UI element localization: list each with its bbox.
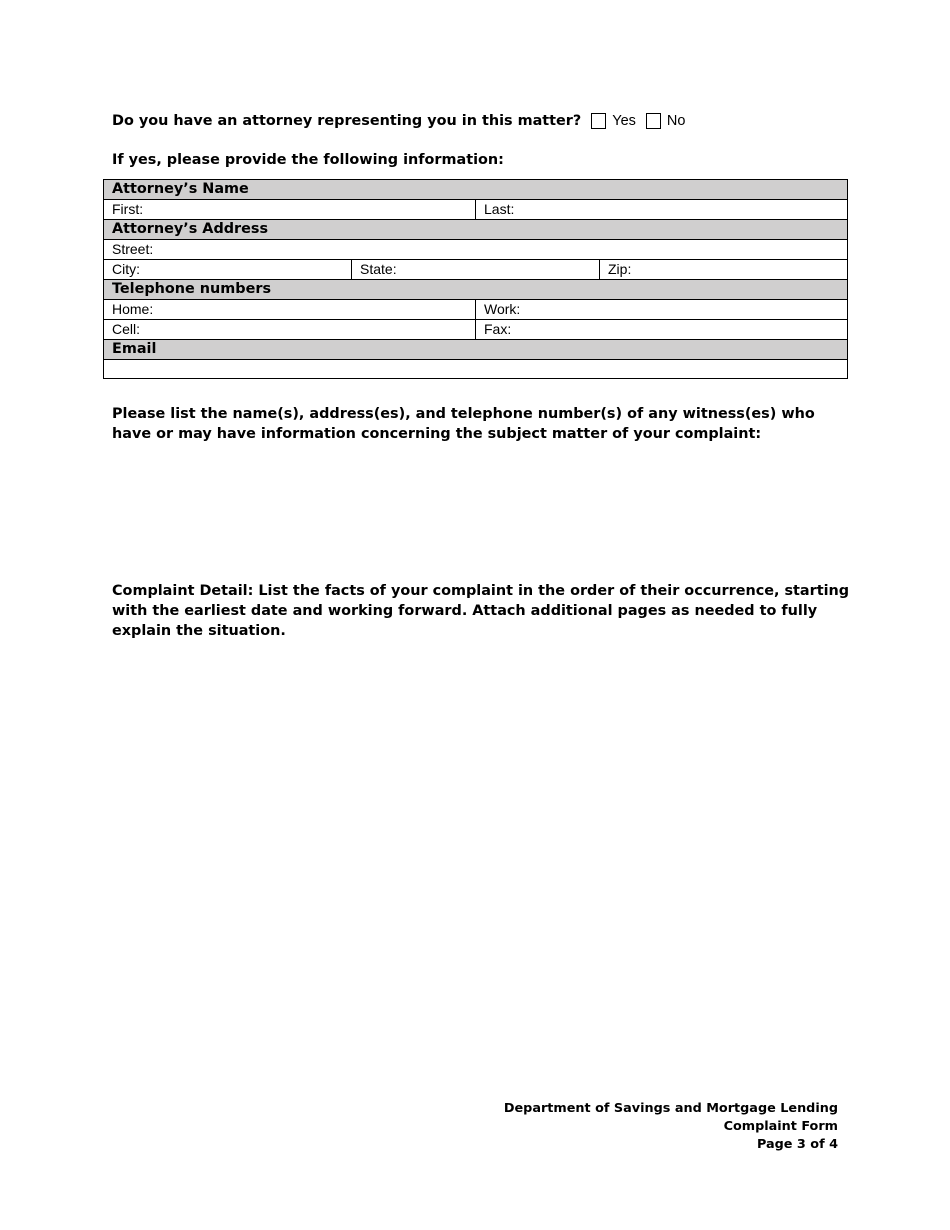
city-field[interactable]: City: — [104, 260, 352, 280]
state-field[interactable]: State: — [352, 260, 600, 280]
email-field[interactable] — [104, 360, 848, 379]
if-yes-instruction: If yes, please provide the following information: — [112, 152, 504, 168]
table-row — [104, 340, 848, 360]
last-name-field[interactable]: Last: — [476, 200, 848, 220]
page-footer — [504, 1100, 838, 1154]
table-row — [104, 260, 848, 280]
attorney-name-header: Attorney’s Name — [104, 180, 848, 200]
work-phone-field[interactable]: Work: — [476, 300, 848, 320]
footer-department: Department of Savings and Mortgage Lending — [503, 1101, 838, 1116]
witness-instruction: Please list the name(s), address(es), and telephone number(s) of any witness(es) who have or may have information concerning the subject matter of your complaint: — [112, 406, 815, 442]
zip-field[interactable]: Zip: — [600, 260, 848, 280]
table-row — [104, 300, 848, 320]
attorney-question-row — [112, 113, 685, 129]
complaint-detail-instruction: Complaint Detail: List the facts of your complaint in the order of their occurrence, starting with the earliest date and working forward. Attach additional pages as needed to fully explain the situation. — [112, 583, 850, 639]
cell-phone-field[interactable]: Cell: — [104, 320, 476, 340]
attorney-no-checkbox[interactable] — [646, 113, 661, 129]
footer-form-name: Complaint Form — [723, 1119, 838, 1134]
table-row — [104, 360, 848, 379]
table-row — [104, 280, 848, 300]
street-field[interactable]: Street: — [104, 240, 848, 260]
first-name-field[interactable]: First: — [104, 200, 476, 220]
email-header: Email — [104, 340, 848, 360]
table-row — [104, 220, 848, 240]
attorney-yes-checkbox[interactable] — [591, 113, 606, 129]
table-row — [104, 200, 848, 220]
table-row — [104, 240, 848, 260]
attorney-question-text: Do you have an attorney representing you in this matter? — [112, 113, 582, 129]
attorney-no-label: No — [666, 113, 686, 129]
footer-page-number: Page 3 of 4 — [756, 1137, 838, 1152]
attorney-address-header: Attorney’s Address — [104, 220, 848, 240]
table-row — [104, 320, 848, 340]
telephone-header: Telephone numbers — [104, 280, 848, 300]
attorney-info-table — [103, 179, 848, 379]
table-row — [104, 180, 848, 200]
fax-field[interactable]: Fax: — [476, 320, 848, 340]
home-phone-field[interactable]: Home: — [104, 300, 476, 320]
attorney-yes-label: Yes — [612, 113, 636, 129]
